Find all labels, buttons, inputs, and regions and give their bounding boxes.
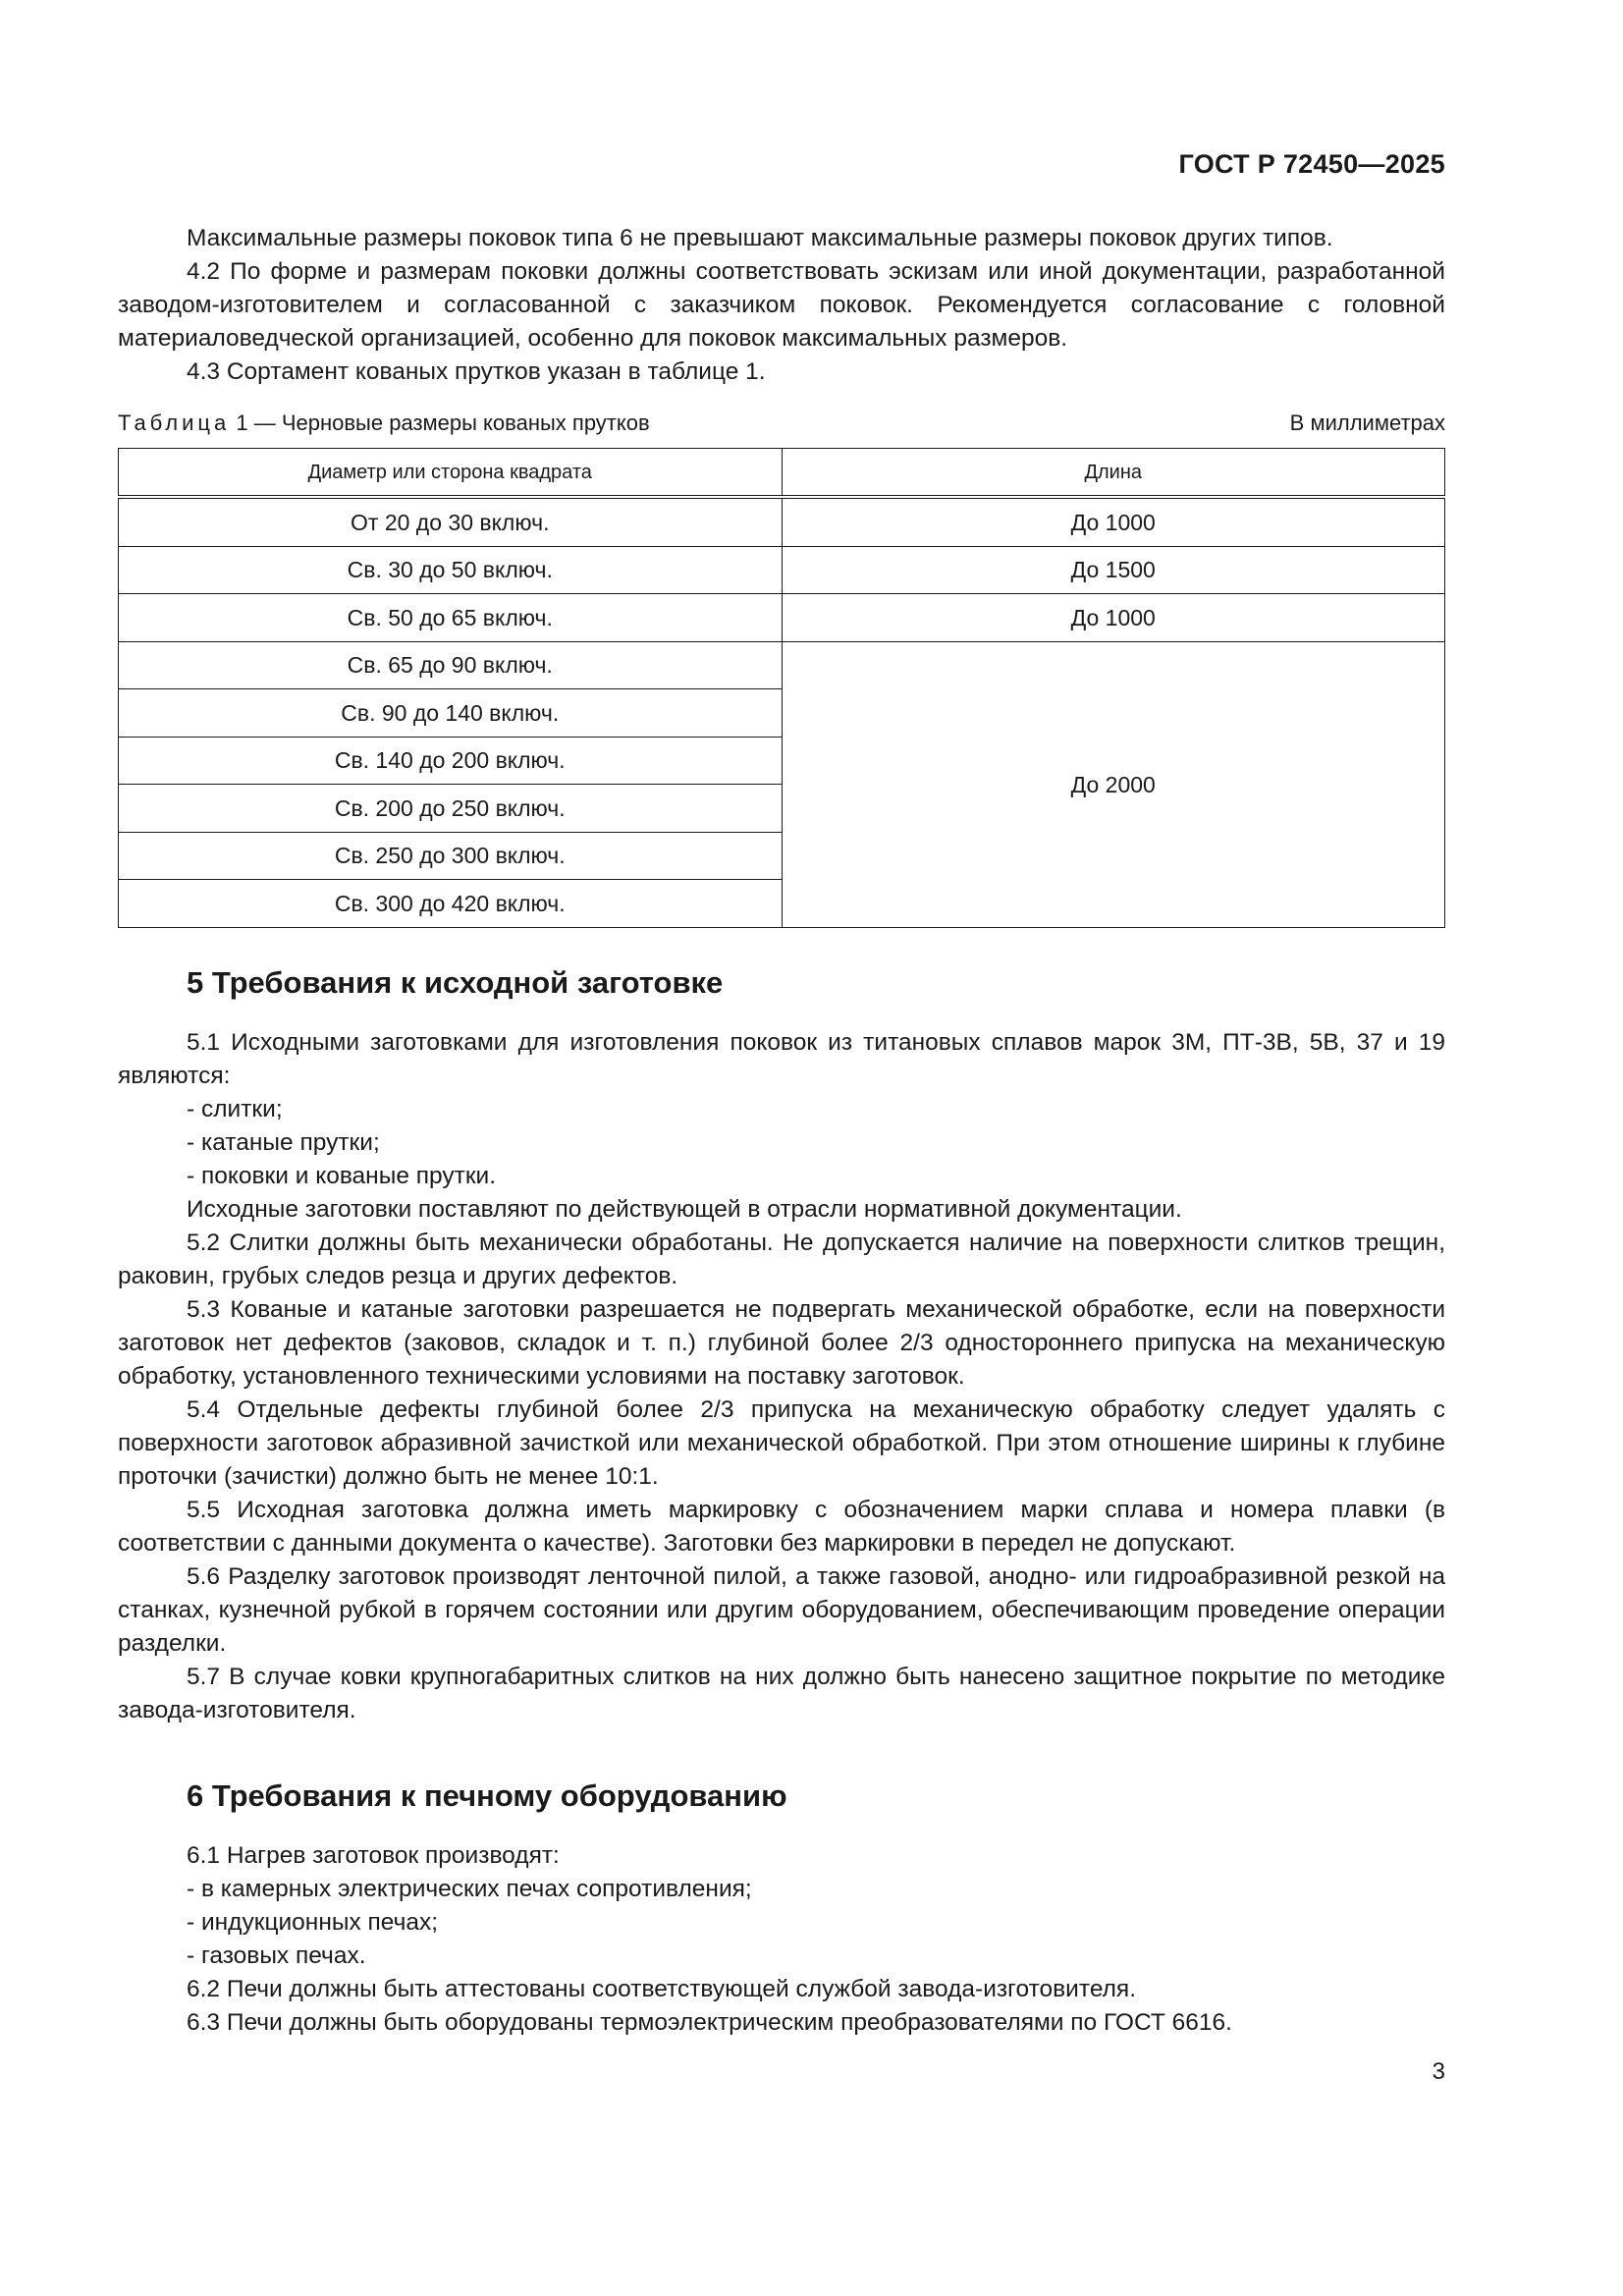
paragraph-4-3: 4.3 Сортамент кованых прутков указан в таблице 1. <box>187 358 766 385</box>
document-body <box>118 222 1445 2040</box>
list-item-ingots: - слитки; <box>187 1095 283 1122</box>
list-item-chamber-furnaces: - в камерных электрических печах сопротивления; <box>187 1875 752 1902</box>
paragraph-5-2: 5.2 Слитки должны быть механически обработаны. Не допускается наличие на поверхности слитков трещин, раковин, грубых следов резца и других дефектов. <box>118 1229 1445 1289</box>
page-number: 3 <box>1432 2058 1445 2085</box>
paragraph-4-2: 4.2 По форме и размерам поковки должны соответствовать эскизам или иной документации, разработанной заводом-изготовителем и согласованной с заказчиком поковок. Рекомендуется согласование с головной материаловедческой организацией, особенно для поковок максимальных размеров. <box>118 258 1445 352</box>
paragraph-5-1: 5.1 Исходными заготовками для изготовления поковок из титановых сплавов марок 3М, ПТ-3В, 5В, 37 и 19 являются: <box>118 1028 1445 1089</box>
list-item-gas-furnaces: - газовых печах. <box>187 1941 366 1969</box>
paragraph-6-2: 6.2 Печи должны быть аттестованы соответствующей службой завода-изготовителя. <box>187 1975 1136 2002</box>
paragraph-5-5: 5.5 Исходная заготовка должна иметь маркировку с обозначением марки сплава и номера плавки (в соответствии с данными документа о качестве). Заготовки без маркировки в передел не допускают. <box>118 1496 1445 1557</box>
standard-designation: ГОСТ Р 72450—2025 <box>1178 149 1445 179</box>
table-cell-diameter: Св. 250 до 300 включ. <box>119 832 783 880</box>
table-1-title <box>118 409 650 438</box>
paragraph-type6-sizes: Максимальные размеры поковок типа 6 не превышают максимальные размеры поковок других типов. <box>187 225 1333 251</box>
table-header-row <box>119 449 1445 498</box>
list-item-forgings: - поковки и кованые прутки. <box>187 1162 497 1189</box>
list-item-induction-furnaces: - индукционных печах; <box>187 1908 439 1936</box>
paragraph-5-4: 5.4 Отдельные дефекты глубиной более 2/3 припуска на механическую обработку следует удалять с поверхности заготовок абразивной зачисткой или механической обработкой. При этом отношение ширины к глубине проточки (зачистки) должно быть не менее 10:1. <box>118 1395 1445 1490</box>
table-cell-diameter: Св. 300 до 420 включ. <box>119 880 783 928</box>
table-cell-diameter: Св. 50 до 65 включ. <box>119 594 783 642</box>
table-cell-length: До 1500 <box>782 546 1445 594</box>
table-label: Таблица <box>118 410 231 435</box>
paragraph-5-6: 5.6 Разделку заготовок производят ленточной пилой, а также газовой, анодно- или гидроабразивной резкой на станках, кузнечной рубкой в горячем состоянии или другим оборудованием, обеспечивающим проведение операции разделки. <box>118 1562 1445 1657</box>
table-row <box>119 641 1445 689</box>
paragraph-6-1: 6.1 Нагрев заготовок производят: <box>187 1841 560 1869</box>
paragraph-5-3: 5.3 Кованые и катаные заготовки разрешается не подвергать механической обработке, если на поверхности заготовок нет дефектов (заковов, складок и т. п.) глубиной более 2/3 одностороннего припуска на механическую обработку, установленного техническими условиями на поставку заготовок. <box>118 1295 1445 1390</box>
column-header-diameter: Диаметр или сторона квадрата <box>119 449 783 498</box>
table-cell-diameter: Св. 140 до 200 включ. <box>119 737 783 785</box>
table-1-caption <box>118 409 1445 438</box>
table-cell-length-merged: До 2000 <box>782 641 1445 927</box>
table-title-text: 1 — Черновые размеры кованых прутков <box>236 410 650 435</box>
paragraph-supply: Исходные заготовки поставляют по действующей в отрасли нормативной документации. <box>187 1195 1182 1223</box>
table-cell-length: До 1000 <box>782 497 1445 546</box>
column-header-length: Длина <box>782 449 1445 498</box>
table-cell-diameter: Св. 90 до 140 включ. <box>119 689 783 738</box>
table-cell-diameter: Св. 200 до 250 включ. <box>119 785 783 833</box>
table-cell-length: До 1000 <box>782 594 1445 642</box>
paragraph-5-7: 5.7 В случае ковки крупногабаритных слитков на них должно быть нанесено защитное покрытие по методике завода-изготовителя. <box>118 1663 1445 1723</box>
table-row <box>119 546 1445 594</box>
paragraph-6-3: 6.3 Печи должны быть оборудованы термоэлектрическим преобразователями по ГОСТ 6616. <box>187 2008 1232 2036</box>
table-row <box>119 594 1445 642</box>
table-cell-diameter: Св. 65 до 90 включ. <box>119 641 783 689</box>
table-cell-diameter: От 20 до 30 включ. <box>119 497 783 546</box>
table-units: В миллиметрах <box>1289 410 1445 435</box>
section-6-heading: 6 Требования к печному оборудованию <box>187 1777 787 1813</box>
table-cell-diameter: Св. 30 до 50 включ. <box>119 546 783 594</box>
section-5-heading: 5 Требования к исходной заготовке <box>187 964 724 1000</box>
table-1-forged-bar-sizes <box>118 448 1445 928</box>
list-item-rolled-bars: - катаные прутки; <box>187 1128 380 1156</box>
table-row <box>119 497 1445 546</box>
